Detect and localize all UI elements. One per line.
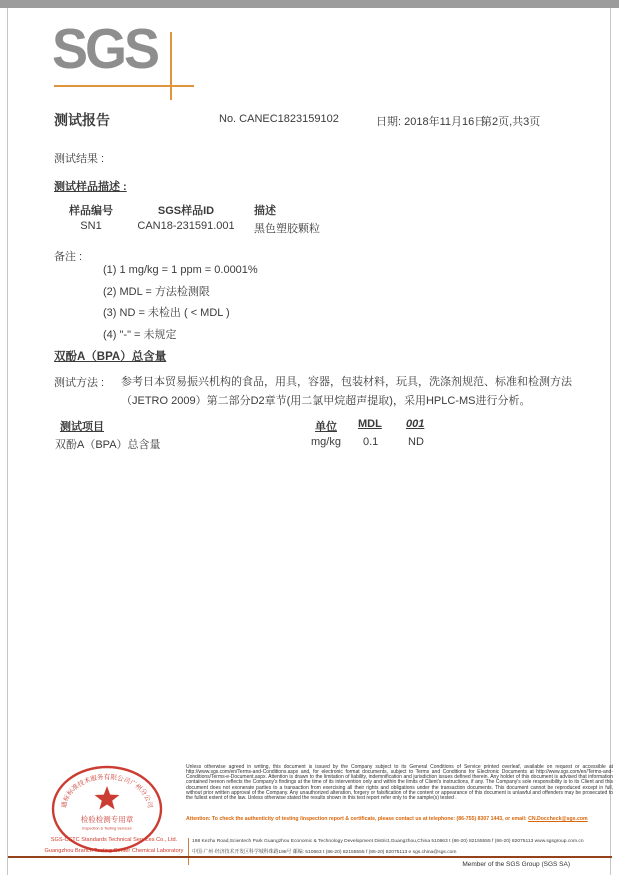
- report-title: 测试报告: [54, 112, 110, 128]
- result-table-header-sample: 001: [406, 418, 425, 430]
- seal-ring-text: 通标标准技术服务有限公司广州分公司: [60, 773, 154, 809]
- result-row-item: 双酚A（BPA）总含量: [55, 439, 161, 451]
- bpa-section-heading: 双酚A（BPA）总含量: [54, 351, 167, 363]
- result-table-header-unit: 单位: [315, 421, 337, 433]
- lab-name-line1: SGS-CSTC Standards Technical Services Co., Ltd.: [50, 837, 178, 843]
- sample-table-cell-desc: 黑色塑胶颗粒: [254, 223, 320, 235]
- address-chinese: 中国·广州·经济技术开发区科学城科珠路198号 邮编: 510663 t (86-20) 82155555 f (86-20) 82075113 e sgs.china@sgs.com: [192, 850, 457, 855]
- attention-text: Attention: To check the authenticity of testing /inspection report & certificate, please contact us at telephone: (86-755) 8307 1443, or email:: [186, 816, 529, 822]
- result-row-unit: mg/kg: [311, 436, 341, 448]
- note-item: (2) MDL = 方法检测限: [103, 285, 210, 298]
- doccheck-email: CN.Doccheck@sgs.com: [528, 816, 588, 822]
- sample-table-cell-id: CAN18-231591.001: [137, 220, 235, 232]
- sample-table-header-desc: 描述: [254, 205, 276, 217]
- page-indicator: 第2页,共3页: [481, 116, 541, 128]
- address-english: 198 Kezhu Road,Scientech Park Guangzhou Economic & Technology Development District,Guangzhou,China 510663 t (86-20) 82155555 f (86-20) 82075113 www.sgsgroup.com.cn: [192, 839, 584, 844]
- test-method-text: 参考日本贸易振兴机构的食品，用具，容器，包装材料，玩具，洗涤剂规范、标准和检测方法（JETRO 2009）第二部分D2章节(用二氯甲烷超声提取)，采用HPLC-MS进行分析。: [121, 376, 572, 407]
- logo-crossline: [170, 32, 172, 100]
- report-number: No. CANEC1823159102: [219, 113, 339, 125]
- seal-star-icon: [95, 786, 120, 810]
- note-item: (1) 1 mg/kg = 1 ppm = 0.0001%: [103, 264, 258, 276]
- result-table-header-mdl: MDL: [358, 418, 382, 430]
- inspection-seal-stamp: [50, 765, 164, 853]
- sample-table-header-sn: 样品编号: [69, 205, 113, 217]
- authenticity-attention-text: [186, 817, 613, 823]
- result-table-header-item: 测试项目: [60, 421, 104, 433]
- legal-disclaimer-text: Unless otherwise agreed in writing, this document is issued by the Company subject to its General Conditions of Service printed overleaf, available on request or accessible at http://www.sgs.com/en/Terms-and-Conditions.aspx and, for electronic format documents, subject to Terms and Conditions for Electronic Documents at http://www.sgs.com/en/Terms-and-Conditions/Terms-e-Document.aspx. Attention is drawn to the limitation of liability, indemnification and jurisdiction issues defined therein. Any holder of this document is advised that information contained hereon reflects the Company's findings at the time of its intervention only and within the limits of Client's instructions, if any. The Company's sole responsibility is to its Client and this document does not exonerate parties to a transaction from exercising all their rights and obligations under the transaction documents. This document cannot be reproduced except in full, without prior written approval of the Company. Any unauthorized alteration, forgery or falsification of the content or appearance of this document is unlawful and offenders may be prosecuted to the fullest extent of the law. Unless otherwise stated the results shown in this test report refer only to the sample(s) tested .: [186, 764, 613, 801]
- lab-name-line2: Guangzhou Branch Testing Center Chemical Laboratory: [44, 848, 184, 854]
- sample-description-label: 测试样品描述 :: [54, 181, 127, 193]
- report-page: [7, 8, 611, 875]
- test-method-label: 测试方法 :: [54, 377, 105, 389]
- sgs-member-line: Member of the SGS Group (SGS SA): [462, 861, 570, 868]
- report-date: 日期: 2018年11月16日: [376, 116, 486, 128]
- test-results-label: 测试结果 :: [54, 153, 105, 165]
- seal-text-cn: 检验检测专用章: [80, 815, 134, 824]
- scan-top-edge: [0, 0, 619, 8]
- result-row-mdl: 0.1: [363, 436, 379, 448]
- note-item: (3) ND = 未检出 ( < MDL ): [103, 307, 230, 319]
- sample-table-cell-sn: SN1: [80, 220, 102, 232]
- notes-label: 备注 :: [54, 251, 83, 263]
- sgs-logo: SGS: [52, 17, 158, 81]
- notes-list: [103, 260, 258, 346]
- note-item: (4) "-" = 未规定: [103, 328, 177, 341]
- result-row-value: ND: [408, 436, 424, 448]
- logo-underline: [54, 85, 194, 87]
- sample-table-header-id: SGS样品ID: [157, 205, 215, 217]
- seal-text-en: Inspection & Testing Services: [82, 826, 132, 831]
